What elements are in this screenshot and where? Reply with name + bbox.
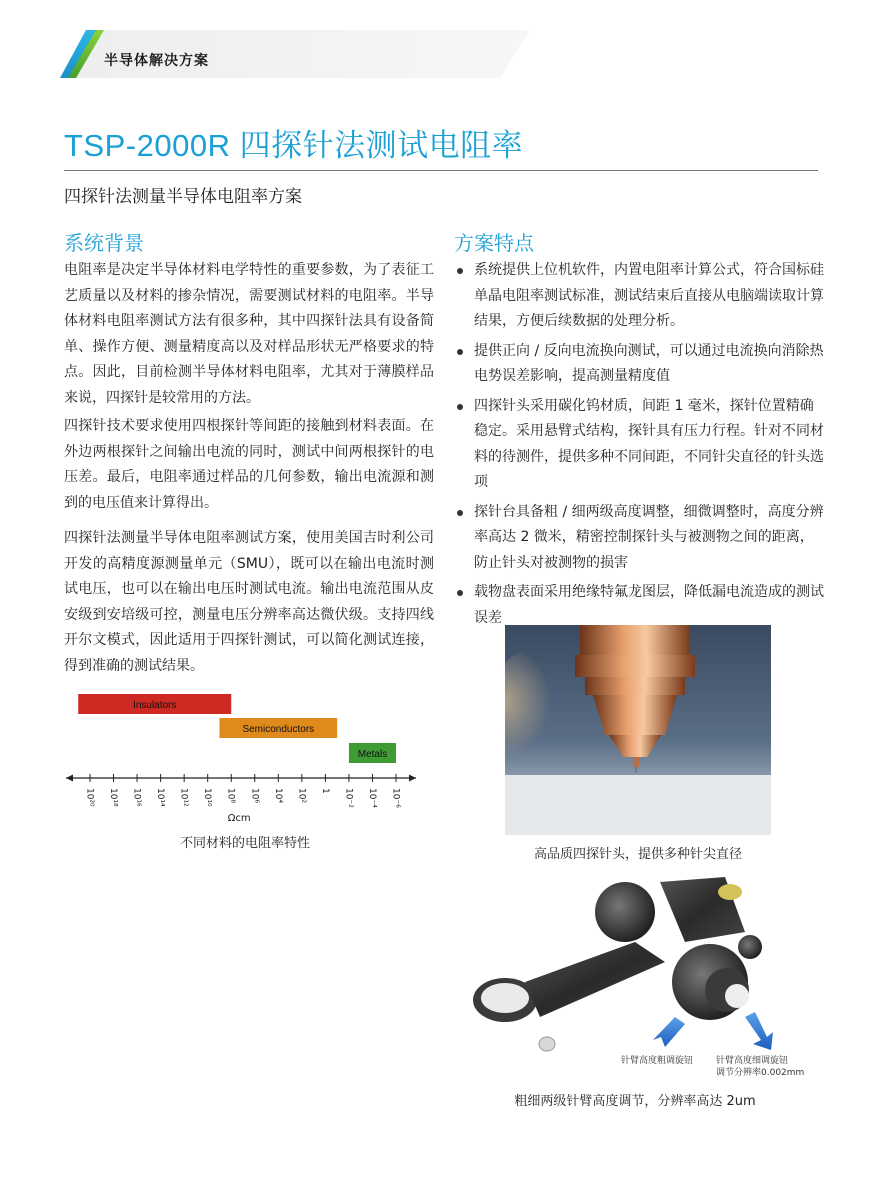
- background-paragraph-1: 电阻率是决定半导体材料电学特性的重要参数，为了表征工艺质量以及材料的掺杂情况，需要测试材料的电阻率。半导体材料电阻率测试方法有很多种，其中四探针法具有设备简单、操作方便、测量精度高以及对样品形状无严格要求的特点。因此，目前检测半导体材料电阻率，尤其对于薄膜样品来说，四探针是较常用的方法。: [64, 262, 434, 406]
- chart-caption: 不同材料的电阻率特性: [179, 836, 310, 851]
- x-axis-label: Ωcm: [227, 813, 251, 824]
- bullet-icon: [457, 404, 463, 410]
- page-subtitle: 四探针法测量半导体电阻率方案: [64, 187, 302, 207]
- bullet-icon: [457, 349, 463, 355]
- bullet-icon: [457, 510, 463, 516]
- feature-text: 系统提供上位机软件，内置电阻率计算公式，符合国标硅单晶电阻率测试标准，测试结束后直接从电脑端读取计算结果，方便后续数据的处理分析。: [474, 262, 824, 329]
- x-tick-label: 10¹⁶: [131, 788, 142, 807]
- stage-caption: 粗细两级针臂高度调节，分辨率高达 2um: [514, 1094, 756, 1109]
- features-heading: 方案特点: [454, 231, 534, 255]
- background-paragraph-3: 四探针法测量半导体电阻率测试方案，使用美国吉时利公司开发的高精度源测量单元（SMU），既可以在输出电流时测试电压，也可以在输出电压时测试电流。输出电流范围从皮安级到安培级可控，测量电压分辨率高达微伏级。支持四线开尔文模式，因此适用于四探针测试，可以简化测试连接，得到准确的测试结果。: [64, 530, 434, 674]
- fine-knob-label: 针臂高度细调旋钮: [716, 1056, 789, 1066]
- bar-label: Semiconductors: [242, 724, 315, 735]
- header-label: 半导体解决方案: [104, 53, 209, 69]
- coarse-knob-label: 针臂高度粗调旋钮: [621, 1056, 694, 1066]
- bullet-icon: [457, 268, 463, 274]
- feature-text: 提供正向 / 反向电流换向测试，可以通过电流换向消除热电势误差影响，提高测量精度值: [474, 342, 824, 384]
- x-tick-label: 10¹²: [178, 788, 189, 807]
- bullet-icon: [457, 590, 463, 596]
- feature-item: [454, 258, 824, 335]
- feature-item: [454, 339, 824, 390]
- feature-text: 载物盘表面采用绝缘特氟龙图层，降低漏电流造成的测试误差: [474, 584, 824, 626]
- feature-text: 四探针头采用碳化钨材质，间距 1 毫米，探针位置精确稳定。采用悬臂式结构，探针具有压力行程。针对不同材料的待测件，提供多种不同间距，不同针尖直径的针头选项: [474, 397, 824, 490]
- axis-arrow-left-icon: [66, 775, 73, 782]
- x-tick-label: 10⁻⁴: [366, 788, 377, 808]
- x-tick-label: 10¹⁸: [108, 788, 119, 807]
- background-heading: 系统背景: [64, 231, 144, 255]
- probe-stage-photo: [465, 872, 805, 1062]
- x-tick-label: 10⁻⁶: [390, 788, 401, 808]
- x-tick-label: 10⁻²: [343, 788, 354, 808]
- axis-arrow-right-icon: [409, 775, 416, 782]
- feature-item: [454, 500, 824, 577]
- x-tick-label: 10²: [296, 788, 307, 804]
- x-tick-label: 10²⁰: [84, 788, 95, 807]
- features-list: [454, 258, 824, 635]
- x-tick-label: 10⁴: [272, 788, 283, 804]
- fine-knob-resolution: 调节分辨率0.002mm: [716, 1068, 805, 1078]
- feature-item: [454, 394, 824, 496]
- x-tick-label: 10¹⁴: [155, 788, 166, 807]
- x-tick-label: 1: [319, 788, 330, 794]
- probe-head-photo: [505, 625, 771, 835]
- probe-caption: 高品质四探针头，提供多种针尖直径: [533, 847, 742, 862]
- page-title: TSP-2000R 四探针法测试电阻率: [64, 128, 524, 163]
- feature-text: 探针台具备粗 / 细两级高度调整，细微调整时，高度分辨率高达 2 微米，精密控制探针头与被测物之间的距离，防止针头对被测物的损害: [474, 503, 824, 571]
- background-paragraph-2: 四探针技术要求使用四根探针等间距的接触到材料表面。在外边两根探针之间输出电流的同时，测试中间两根探针的电压差。最后，电阻率通过样品的几何参数，输出电流源和测到的电压值来计算得出。: [64, 418, 434, 511]
- resistivity-chart: [60, 690, 420, 825]
- bar-label: Metals: [357, 749, 388, 760]
- x-tick-label: 10¹⁰: [202, 788, 213, 807]
- title-divider: [64, 170, 818, 171]
- bar-label: Insulators: [133, 700, 177, 711]
- x-tick-label: 10⁶: [249, 788, 260, 804]
- feature-item: [454, 580, 824, 631]
- x-tick-label: 10⁸: [225, 788, 236, 804]
